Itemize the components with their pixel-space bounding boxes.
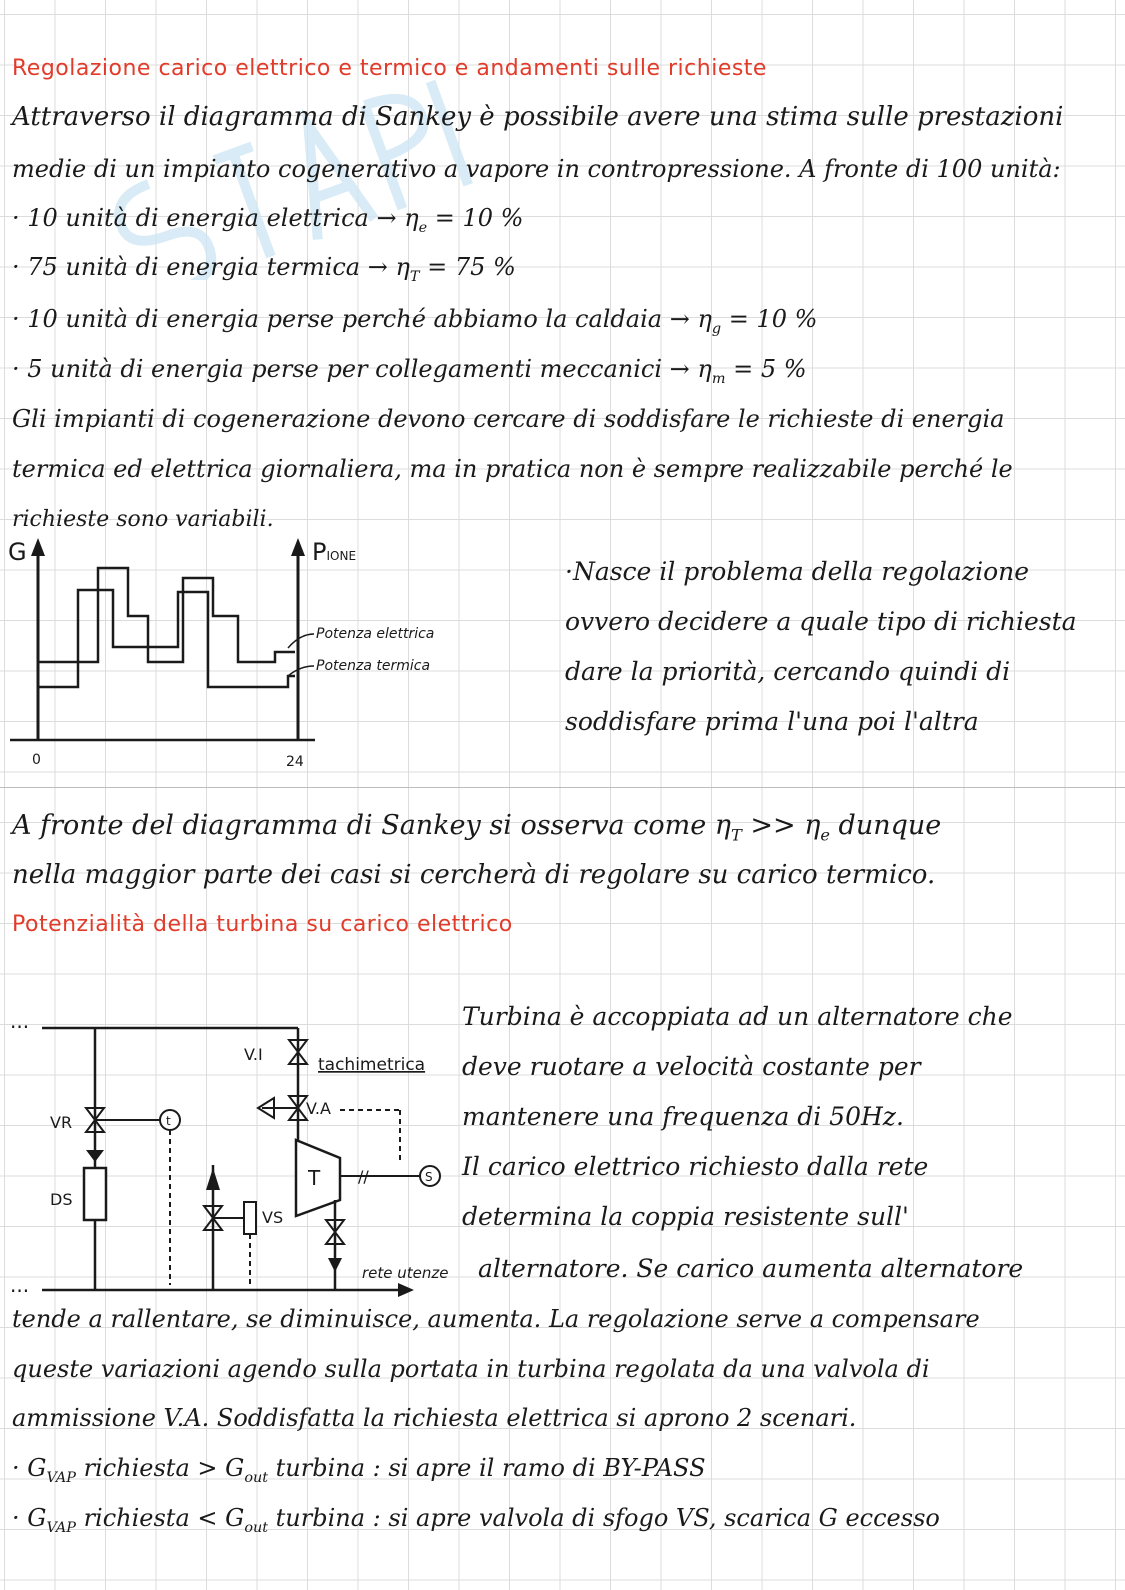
arrow-right-icon [398,1283,414,1297]
arrow-up-icon [31,538,45,556]
label-va: V.A [306,1099,331,1118]
sankey-conclusion-line-1: A fronte del diagramma di Sankey si osserva come $\eta_T >> \eta_e$ dunque [12,810,942,845]
label-network: rete utenze [362,1264,449,1282]
section-title-regolazione: Regolazione carico elettrico e termico e andamenti sulle richieste [12,56,767,81]
scenario-bypass: · $G_{VAP}$ richiesta > $G_{out}$ turbina : si apre il ramo di BY-PASS [12,1454,706,1486]
intro-line-2: medie di un impianto cogenerativo a vapore in contropressione. A fronte di 100 unità: [12,155,1061,183]
dots-bottom: ... [10,1273,30,1297]
side-note-line-4: soddisfare prima l'una poi l'altra [565,707,979,736]
scenario-vs: · $G_{VAP}$ richiesta < $G_{out}$ turbina : si apre valvola di sfogo VS, scarica G eccesso [12,1504,940,1536]
label-thermal-power: Potenza termica [316,658,431,674]
turbine-note-line-4: Il carico elettrico richiesto dalla rete [462,1152,929,1181]
arrow-up-icon [206,1168,220,1190]
divider [0,787,1125,788]
label-vr: VR [50,1113,73,1132]
body-line-3: ammissione V.A. Soddisfatta la richiesta elettrica si aprono 2 scenari. [12,1404,857,1432]
label-ds: DS [50,1190,73,1209]
svg-text:S: S [425,1170,433,1184]
turbine-note-line-3: mantenere una frequenza di 50Hz. [462,1102,904,1131]
intro-line-1: Attraverso il diagramma di Sankey è possibile avere una stima sulle prestazioni [12,102,1064,132]
label-electric-power: Potenza elettrica [316,626,435,642]
label-vs: VS [262,1208,284,1227]
body-line-1: tende a rallentare, se diminuisce, aumenta. La regolazione serve a compensare [12,1305,980,1333]
turbine-note-line-5: determina la coppia resistente sull' [462,1202,909,1231]
para-line-2: termica ed elettrica giornaliera, ma in pratica non è sempre realizzabile perché le [12,455,1013,483]
desuperheater-icon [84,1168,106,1220]
turbine-note-line-6: alternatore. Se carico aumenta alternatore [478,1254,1024,1283]
label-tachymetric: tachimetrica [318,1055,426,1075]
para-line-3: richieste sono variabili. [12,507,274,532]
turbine-note-line-2: deve ruotare a velocità costante per [462,1052,921,1081]
bullet-mechanical: · 5 unità di energia perse per collegamenti meccanici → $\eta_m = 5$ % [12,355,807,387]
bullet-boiler: · 10 unità di energia perse perché abbiamo la caldaia → $\eta_g = 10$ % [12,305,818,337]
section-title-potenzialita: Potenzialità della turbina su carico elettrico [12,912,513,937]
dots-top: ... [10,1010,30,1033]
side-note-line-3: dare la priorità, cercando quindi di [565,657,1011,686]
body-line-2: queste variazioni agendo sulla portata in turbina regolata da una valvola di [12,1355,930,1383]
turbine-schematic [0,1010,470,1300]
graph-label-p: PIONE [312,538,357,566]
label-turbine: T [308,1166,321,1190]
sankey-conclusion-line-2: nella maggior parte dei casi si cercherà di regolare su carico termico. [12,860,936,890]
side-note-line-1: ·Nasce il problema della regolazione [565,557,1030,586]
graph-label-g: G [8,538,27,566]
load-graph [0,530,560,780]
turbine-note-line-1: Turbina è accoppiata ad un alternatore che [462,1002,1013,1031]
shaft-coupling: // [358,1167,369,1186]
bullet-thermal: · 75 unità di energia termica → $\eta_T = 75$ % [12,253,516,285]
thermal-power-line [38,590,295,687]
graph-x-start: 0 [32,752,41,768]
graph-x-end: 24 [286,754,304,770]
label-vi: V.I [244,1045,263,1064]
arrow-up-icon [291,538,305,556]
bullet-electric: · 10 unità di energia elettrica → $\eta_e = 10$ % [12,204,524,236]
para-line-1: Gli impianti di cogenerazione devono cercare di soddisfare le richieste di energia [12,405,1005,433]
side-note-line-2: ovvero decidere a quale tipo di richiesta [565,607,1077,636]
svg-text:t: t [166,1114,171,1128]
